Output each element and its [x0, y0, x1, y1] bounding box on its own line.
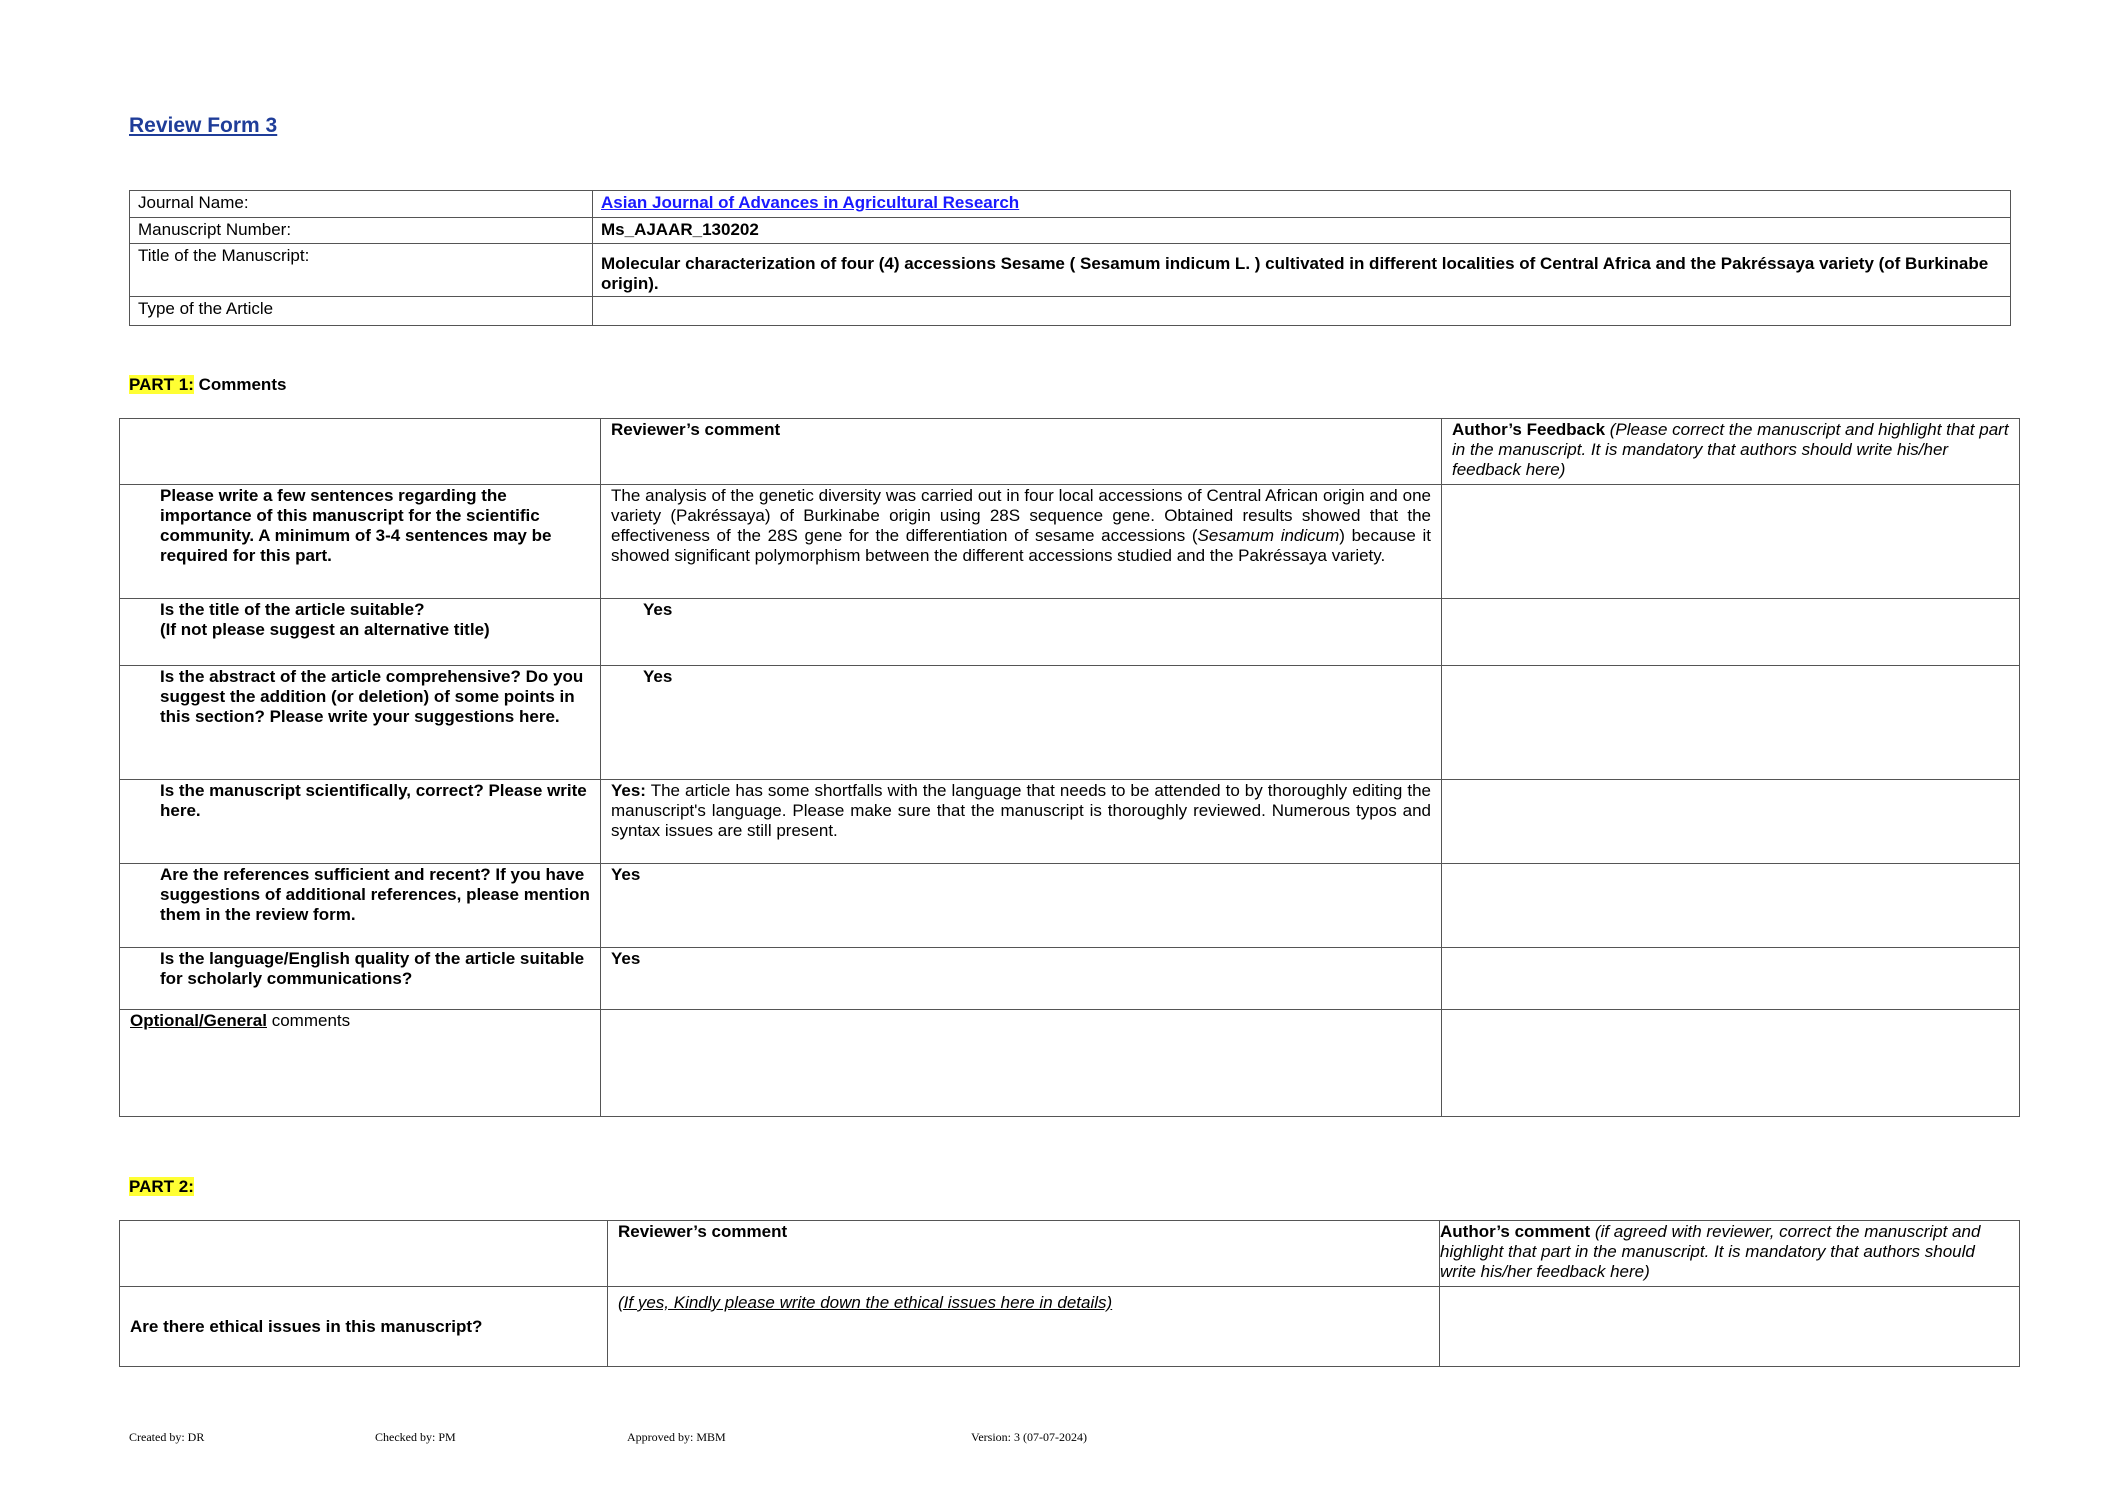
part1-suffix: Comments — [193, 375, 287, 394]
author-feedback-importance[interactable] — [1442, 485, 2020, 599]
question-references: Are the references sufficient and recent? If you have suggestions of additional references, please mention them in the review form. — [120, 864, 601, 948]
reviewer-comment-optional[interactable] — [601, 1010, 1442, 1117]
part1-comments-table — [119, 418, 2020, 1117]
importance-comment-text-b: ) because it showed significant polymorphism between the different accessions studied and the Pakréssaya variety. — [611, 526, 1431, 565]
reviewer-comment-title[interactable]: Yes — [601, 599, 1442, 666]
author-feedback-title[interactable] — [1442, 599, 2020, 666]
author-feedback-scientific[interactable] — [1442, 780, 2020, 864]
part2-ethics-table — [119, 1220, 2020, 1367]
optional-comments-suffix: comments — [266, 1011, 351, 1030]
reviewer-comment-importance[interactable] — [601, 485, 1442, 599]
manuscript-number-value: Ms_AJAAR_130202 — [593, 218, 2011, 244]
footer-version: Version: 3 (07-07-2024) — [971, 1430, 1087, 1444]
part1-blank-header — [120, 419, 601, 485]
question-language: Is the language/English quality of the article suitable for scholarly communications? — [120, 948, 601, 1010]
part2-author-header — [1440, 1221, 2020, 1287]
scientific-comment-text: The article has some shortfalls with the language that needs to be attended to by thoroughly editing the manuscript's language. Please make sure that the manuscript is thoroughly reviewed. Numerous typos and syntax issues are still present. — [611, 781, 1431, 840]
scientific-comment-yes: Yes: — [611, 781, 646, 800]
journal-label: Journal Name: — [130, 191, 593, 218]
reviewer-comment-language[interactable]: Yes — [601, 948, 1442, 1010]
part1-author-header-bold: Author’s Feedback — [1452, 420, 1606, 439]
author-feedback-language[interactable] — [1442, 948, 2020, 1010]
part1-heading — [129, 375, 286, 395]
importance-comment-text-a: The analysis of the genetic diversity was carried out in four local accessions of Central African origin and one variety (Pakréssaya) of Burkinabe origin using 28S sequence gene. Obtained results showed that the effectiveness of the 28S gene for the differentiation of sesame accessions ( — [611, 486, 1431, 545]
manuscript-title-value: Molecular characterization of four (4) accessions Sesame ( Sesamum indicum L. ) cultivated in different localities of Central Africa and the Pakréssaya variety (of Burkinabe origin). — [593, 244, 2011, 297]
part2-reviewer-header: Reviewer’s comment — [608, 1221, 1440, 1287]
question-scientific: Is the manuscript scientifically, correct? Please write here. — [120, 780, 601, 864]
reviewer-comment-references[interactable]: Yes — [601, 864, 1442, 948]
part2-heading — [129, 1177, 194, 1197]
question-abstract: Is the abstract of the article comprehensive? Do you suggest the addition (or deletion) of some points in this section? Please write your suggestions here. — [120, 666, 601, 780]
part2-author-header-bold: Author’s comment — [1440, 1222, 1591, 1241]
part1-author-header-note: (Please correct the manuscript and highlight that part in the manuscript. It is mandatory that authors should write his/her feedback here) — [1452, 420, 2009, 479]
manuscript-number-label: Manuscript Number: — [130, 218, 593, 244]
reviewer-comment-scientific[interactable] — [601, 780, 1442, 864]
journal-name-link[interactable]: Asian Journal of Advances in Agricultural Research — [601, 193, 1020, 212]
part1-reviewer-header: Reviewer’s comment — [601, 419, 1442, 485]
form-title: Review Form 3 — [129, 114, 278, 137]
question-ethical-issues: Are there ethical issues in this manuscript? — [120, 1287, 608, 1367]
footer-created-by: Created by: DR — [129, 1430, 205, 1444]
question-title — [120, 599, 601, 666]
part2-author-header-note: (if agreed with reviewer, correct the manuscript and highlight that part in the manuscript. It is mandatory that authors should write his/her feedback here) — [1440, 1222, 1981, 1281]
article-type-label: Type of the Article — [130, 297, 593, 326]
part1-author-header — [1442, 419, 2020, 485]
article-type-value[interactable] — [593, 297, 2011, 326]
reviewer-comment-abstract[interactable]: Yes — [601, 666, 1442, 780]
author-feedback-abstract[interactable] — [1442, 666, 2020, 780]
question-title-line1: Is the title of the article suitable? — [160, 600, 425, 619]
footer-approved-by: Approved by: MBM — [627, 1430, 726, 1444]
importance-comment-species: Sesamum indicum — [1197, 526, 1340, 545]
optional-general-label: Optional/General — [130, 1011, 267, 1030]
manuscript-title-label: Title of the Manuscript: — [130, 244, 593, 297]
footer-checked-by: Checked by: PM — [375, 1430, 456, 1444]
part1-label: PART 1: — [129, 375, 194, 394]
part2-blank-header — [120, 1221, 608, 1287]
optional-comments-label — [120, 1010, 601, 1117]
part2-label: PART 2: — [129, 1177, 194, 1196]
author-comment-ethics[interactable] — [1440, 1287, 2020, 1367]
author-feedback-references[interactable] — [1442, 864, 2020, 948]
reviewer-comment-ethics[interactable]: (If yes, Kindly please write down the ethical issues here in details) — [608, 1287, 1440, 1367]
question-importance: Please write a few sentences regarding the importance of this manuscript for the scientific community. A minimum of 3-4 sentences may be required for this part. — [120, 485, 601, 599]
manuscript-info-table — [129, 190, 2011, 326]
question-title-line2: (If not please suggest an alternative title) — [160, 620, 490, 639]
author-feedback-optional[interactable] — [1442, 1010, 2020, 1117]
